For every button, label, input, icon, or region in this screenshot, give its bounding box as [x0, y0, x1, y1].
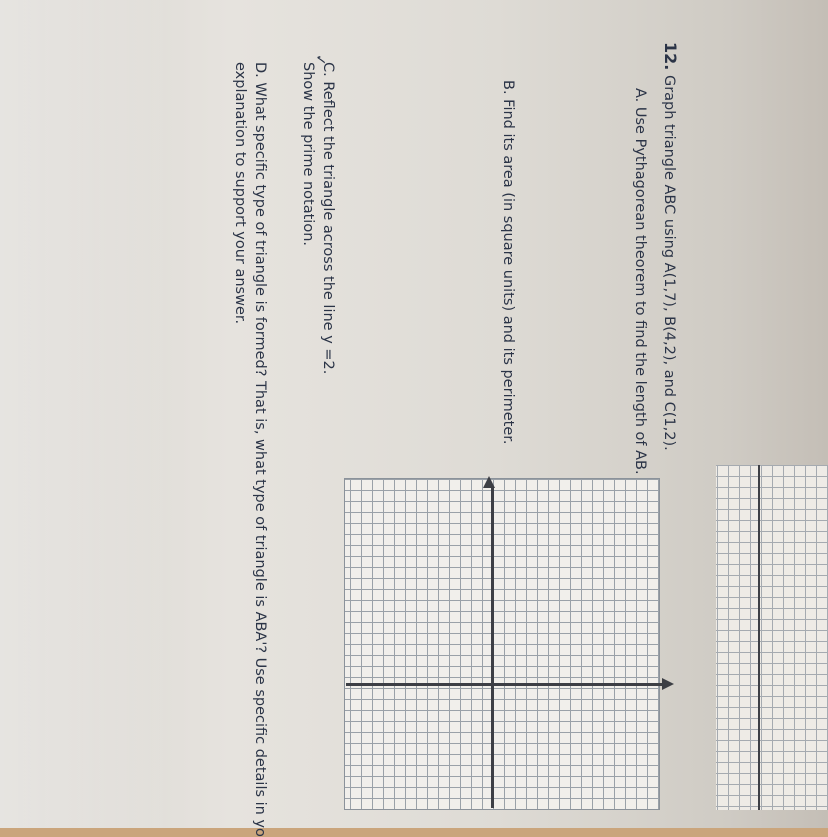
part-c-text-line1: C. Reflect the triangle across the line y =2.: [320, 62, 336, 375]
y-axis-line: [491, 487, 494, 808]
part-b-text: B. Find its area (in square units) and its perimeter.: [500, 80, 516, 445]
problem-statement: Graph triangle ABC using A(1,7), B(4,2), and C(1,2).: [661, 74, 677, 451]
part-c-text-line2: Show the prime notation.: [300, 62, 316, 247]
coordinate-grid: [344, 478, 660, 810]
second-grid-axis: [758, 465, 760, 810]
y-axis-arrow-icon: [483, 476, 495, 488]
problem-number: 12.: [661, 42, 680, 71]
part-d-text-line2: explanation to support your answer.: [232, 62, 248, 325]
x-axis-arrow-icon: [662, 678, 674, 690]
second-coordinate-grid: [716, 465, 828, 810]
part-d-text-line1: D. What specific type of triangle is formed? That is, what type of triangle is ABA'? Use specific details in yo: [252, 62, 268, 837]
x-axis-line: [346, 683, 668, 686]
pen-mark: ✓: [312, 54, 328, 66]
part-a-text: A. Use Pythagorean theorem to find the length of AB.: [632, 88, 648, 475]
problem-line: [661, 42, 680, 451]
